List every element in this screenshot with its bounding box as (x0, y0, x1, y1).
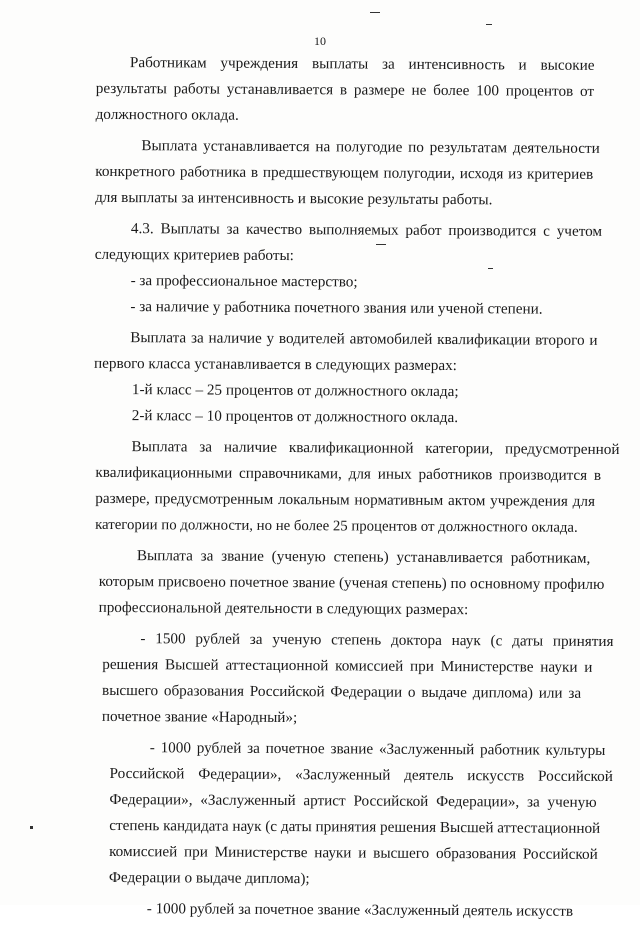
text-line: для выплаты за интенсивность и высокие результаты работы. (95, 188, 493, 209)
text-line: которым присвоено почетное звание (ученая степень) по основному профилю (98, 572, 605, 593)
text-line: 4.3. Выплаты за качество выполняемых работ производится с учетом (130, 220, 603, 240)
text-line: результаты работы устанавливается в размере не более 100 процентов от (95, 79, 595, 100)
scan-speck (370, 12, 380, 13)
list-item: - за наличие у работника почетного звания или ученой степени. (130, 298, 543, 318)
text-line: Российской Федерации», «Заслуженный деятель искусств Российской (109, 764, 613, 786)
list-item: 2-й класс – 10 процентов от должностного оклада. (131, 407, 459, 427)
text-line: следующих критериев работы: (94, 245, 294, 265)
list-item: - за профессиональное мастерство; (130, 272, 358, 291)
text-line: Выплата за звание (ученую степень) устанавливается работникам, (136, 547, 591, 567)
text-line: Выплата за наличие квалификационной категории, предусмотренной (131, 438, 620, 459)
text-line: конкретного работника в предшествующем полугодии, исходя из критериев (95, 162, 594, 183)
text-line: Выплата устанавливается на полугодие по результатам деятельности (141, 137, 600, 157)
text-line: почетное звание «Народный»; (101, 707, 298, 727)
text-line: Работникам учреждения выплаты за интенсивность и высокие (129, 54, 595, 74)
document-body (94, 50, 620, 925)
text-line: первого класса устанавливается в следующих размерах: (94, 354, 457, 375)
text-line: Федерации о выдаче диплома); (108, 868, 310, 888)
text-line: комиссией при Министерстве науки и высшего образования Российской (109, 842, 598, 863)
scan-speck (30, 826, 33, 829)
list-item: - 1000 рублей за почетное звание «Заслуженный деятель искусств (146, 900, 574, 920)
text-line: размере, предусмотренным локальным нормативным актом учреждения для (95, 489, 596, 510)
text-line: степень кандидата наук (с даты принятия решения Высшей аттестационной (109, 816, 601, 837)
page-number: 10 (314, 34, 326, 48)
text-line: высшего образования Российской Федерации о выдаче диплома) или за (102, 681, 582, 702)
list-item: - 1500 рублей за ученую степень доктора наук (с даты принятия (140, 630, 614, 651)
text-line: профессиональной деятельности в следующих размерах: (98, 598, 469, 619)
list-item: - 1000 рублей за почетное звание «Заслуженный работник культуры (149, 739, 606, 759)
scan-speck (486, 24, 492, 25)
text-line: должностного оклада. (95, 105, 239, 124)
text-line: решения Высшей аттестационной комиссией при Министерстве науки и (102, 655, 593, 676)
list-item: 1-й класс – 25 процентов от должностного оклада; (131, 381, 459, 401)
text-line: квалификационными справочниками, для иных работников производится в (95, 463, 602, 484)
text-line: Федерации», «Заслуженный артист Российской Федерации», за ученую (109, 790, 597, 811)
text-line: категории по должности, но не более 25 процентов от должностного оклада. (95, 516, 578, 536)
text-line: Выплата за наличие у водителей автомобилей квалификации второго и (130, 329, 598, 349)
